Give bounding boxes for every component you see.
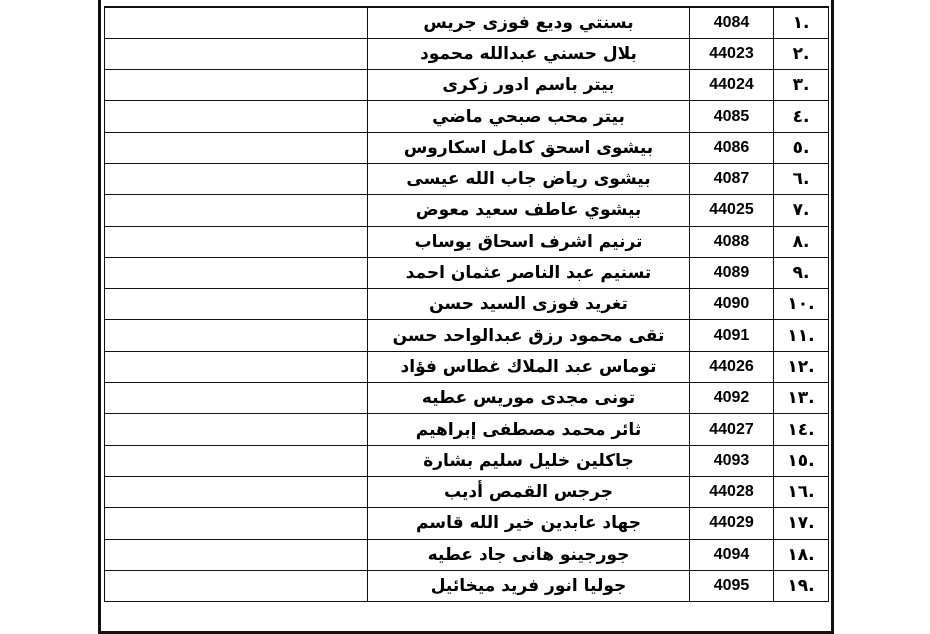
row-code: 4084 bbox=[690, 7, 774, 38]
table-row bbox=[105, 163, 829, 194]
table-row bbox=[105, 570, 829, 601]
row-name: جاكلين خليل سليم بشارة bbox=[368, 445, 690, 476]
row-number: .٢ bbox=[774, 38, 829, 69]
row-blank-cell bbox=[105, 257, 368, 288]
row-name: بيشوى رياض جاب الله عيسى bbox=[368, 163, 690, 194]
row-blank-cell bbox=[105, 570, 368, 601]
table-row bbox=[105, 101, 829, 132]
table-row bbox=[105, 38, 829, 69]
row-number: .١٧ bbox=[774, 508, 829, 539]
row-blank-cell bbox=[105, 351, 368, 382]
row-code: 44027 bbox=[690, 414, 774, 445]
table-row bbox=[105, 7, 829, 38]
row-name: تونى مجدى موريس عطيه bbox=[368, 383, 690, 414]
row-blank-cell bbox=[105, 508, 368, 539]
row-number: .٩ bbox=[774, 257, 829, 288]
row-name: ثائر محمد مصطفى إبراهيم bbox=[368, 414, 690, 445]
row-blank-cell bbox=[105, 289, 368, 320]
table-row bbox=[105, 445, 829, 476]
row-name: بلال حسني عبدالله محمود bbox=[368, 38, 690, 69]
row-blank-cell bbox=[105, 163, 368, 194]
row-code: 44026 bbox=[690, 351, 774, 382]
row-blank-cell bbox=[105, 132, 368, 163]
row-name: بيتر محب صبحي ماضي bbox=[368, 101, 690, 132]
table-row bbox=[105, 351, 829, 382]
row-code: 4090 bbox=[690, 289, 774, 320]
row-code: 4092 bbox=[690, 383, 774, 414]
row-number: .٤ bbox=[774, 101, 829, 132]
table-row bbox=[105, 383, 829, 414]
row-code: 4095 bbox=[690, 570, 774, 601]
row-name: جورجينو هانى جاد عطيه bbox=[368, 539, 690, 570]
row-number: .١٢ bbox=[774, 351, 829, 382]
row-blank-cell bbox=[105, 320, 368, 351]
row-code: 44025 bbox=[690, 195, 774, 226]
table-row bbox=[105, 508, 829, 539]
row-blank-cell bbox=[105, 7, 368, 38]
row-blank-cell bbox=[105, 101, 368, 132]
row-blank-cell bbox=[105, 226, 368, 257]
student-table bbox=[104, 6, 829, 602]
row-code: 4091 bbox=[690, 320, 774, 351]
row-name: بيتر باسم ادور زكرى bbox=[368, 70, 690, 101]
row-code: 44024 bbox=[690, 70, 774, 101]
student-table-body bbox=[105, 7, 829, 602]
table-row bbox=[105, 320, 829, 351]
row-number: .٦ bbox=[774, 163, 829, 194]
row-number: .٧ bbox=[774, 195, 829, 226]
row-number: .١٦ bbox=[774, 476, 829, 507]
row-code: 4086 bbox=[690, 132, 774, 163]
table-row bbox=[105, 476, 829, 507]
row-code: 44028 bbox=[690, 476, 774, 507]
row-number: .٣ bbox=[774, 70, 829, 101]
row-code: 4085 bbox=[690, 101, 774, 132]
row-number: .١٠ bbox=[774, 289, 829, 320]
table-row bbox=[105, 257, 829, 288]
table-row bbox=[105, 70, 829, 101]
row-blank-cell bbox=[105, 383, 368, 414]
table-row bbox=[105, 195, 829, 226]
row-name: جوليا انور فريد ميخائيل bbox=[368, 570, 690, 601]
row-number: .١ bbox=[774, 7, 829, 38]
row-number: .٥ bbox=[774, 132, 829, 163]
row-number: .٨ bbox=[774, 226, 829, 257]
row-name: تقى محمود رزق عبدالواحد حسن bbox=[368, 320, 690, 351]
row-name: بسنتي وديع فوزى جريس bbox=[368, 7, 690, 38]
row-name: تسنيم عبد الناصر عثمان احمد bbox=[368, 257, 690, 288]
row-blank-cell bbox=[105, 38, 368, 69]
row-name: تغريد فوزى السيد حسن bbox=[368, 289, 690, 320]
row-name: جرجس القمص أديب bbox=[368, 476, 690, 507]
row-blank-cell bbox=[105, 414, 368, 445]
table-row bbox=[105, 539, 829, 570]
row-code: 4088 bbox=[690, 226, 774, 257]
row-code: 4094 bbox=[690, 539, 774, 570]
row-name: جهاد عابدين خير الله قاسم bbox=[368, 508, 690, 539]
row-name: ترنيم اشرف اسحاق يوساب bbox=[368, 226, 690, 257]
row-number: .١٥ bbox=[774, 445, 829, 476]
table-row bbox=[105, 289, 829, 320]
row-name: بيشوى اسحق كامل اسكاروس bbox=[368, 132, 690, 163]
table-row bbox=[105, 226, 829, 257]
row-blank-cell bbox=[105, 70, 368, 101]
row-code: 44029 bbox=[690, 508, 774, 539]
row-code: 4089 bbox=[690, 257, 774, 288]
row-code: 4087 bbox=[690, 163, 774, 194]
row-number: .١٣ bbox=[774, 383, 829, 414]
row-name: توماس عبد الملاك غطاس فؤاد bbox=[368, 351, 690, 382]
row-blank-cell bbox=[105, 195, 368, 226]
table-row bbox=[105, 414, 829, 445]
row-number: .١٨ bbox=[774, 539, 829, 570]
row-number: .١٩ bbox=[774, 570, 829, 601]
row-blank-cell bbox=[105, 445, 368, 476]
row-code: 4093 bbox=[690, 445, 774, 476]
row-blank-cell bbox=[105, 539, 368, 570]
row-code: 44023 bbox=[690, 38, 774, 69]
table-row bbox=[105, 132, 829, 163]
row-number: .١٤ bbox=[774, 414, 829, 445]
row-number: .١١ bbox=[774, 320, 829, 351]
row-blank-cell bbox=[105, 476, 368, 507]
row-name: بيشوي عاطف سعيد معوض bbox=[368, 195, 690, 226]
